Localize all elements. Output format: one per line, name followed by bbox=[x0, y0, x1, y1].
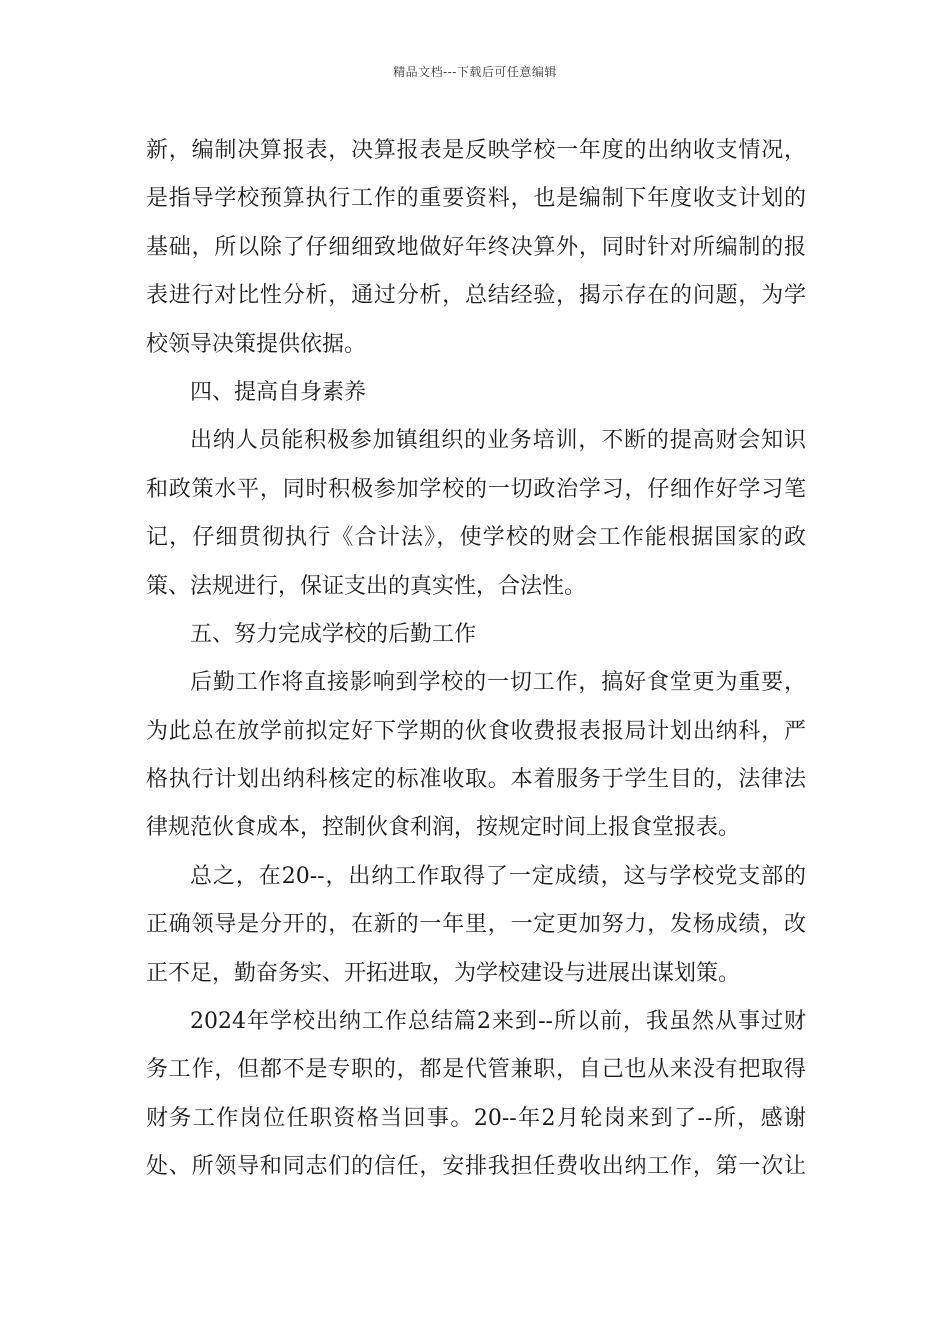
section-heading: 五、努力完成学校的后勤工作 bbox=[190, 621, 477, 647]
text-line: 和政策水平，同时积极参加学校的一切政治学习，仔细作好学习笔 bbox=[146, 476, 806, 502]
text-line: 出纳人员能积极参加镇组织的业务培训，不断的提高财会知识 bbox=[190, 428, 806, 454]
text-line: 校领导决策提供依据。 bbox=[146, 331, 367, 357]
text-line: 是指导学校预算执行工作的重要资料，也是编制下年度收支计划的 bbox=[146, 186, 806, 212]
text-line: 格执行计划出纳科核定的标准收取。本着服务于学生目的，法律法 bbox=[146, 767, 806, 793]
text-line: 正确领导是分开的，在新的一年里，一定更加努力，发杨成绩，改 bbox=[146, 912, 806, 938]
text-line: 后勤工作将直接影响到学校的一切工作，搞好食堂更为重要， bbox=[190, 670, 806, 696]
text-line: 总之，在20--，出纳工作取得了一定成绩，这与学校党支部的 bbox=[190, 863, 806, 889]
body-text bbox=[146, 127, 806, 1192]
text-line: 为此总在放学前拟定好下学期的伙食收费报表报局计划出纳科，严 bbox=[146, 718, 806, 744]
running-header: 精品文档---下载后可任意编辑 bbox=[393, 65, 557, 79]
text-line: 记，仔细贯彻执行《合计法》，使学校的财会工作能根据国家的政 bbox=[146, 525, 806, 551]
section-heading: 四、提高自身素养 bbox=[190, 379, 367, 405]
text-line: 2024年学校出纳工作总结篇2来到--所以前，我虽然从事过财 bbox=[190, 1009, 806, 1035]
text-line: 基础，所以除了仔细细致地做好年终决算外，同时针对所编制的报 bbox=[146, 234, 806, 260]
text-line: 新，编制决算报表，决算报表是反映学校一年度的出纳收支情况， bbox=[146, 138, 806, 163]
text-line: 财务工作岗位任职资格当回事。20--年2月轮岗来到了--所，感谢 bbox=[146, 1105, 806, 1131]
text-line: 策、法规进行，保证支出的真实性，合法性。 bbox=[146, 573, 587, 599]
text-line: 处、所领导和同志们的信任，安排我担任费收出纳工作，第一次让 bbox=[146, 1154, 806, 1180]
text-line: 正不足，勤奋务实、开拓进取，为学校建设与进展出谋划策。 bbox=[146, 960, 741, 986]
text-line: 务工作，但都不是专职的，都是代管兼职，自己也从来没有把取得 bbox=[146, 1057, 806, 1083]
text-line: 表进行对比性分析，通过分析，总结经验，揭示存在的问题，为学 bbox=[146, 283, 806, 309]
text-line: 律规范伙食成本，控制伙食利润，按规定时间上报食堂报表。 bbox=[146, 815, 741, 841]
